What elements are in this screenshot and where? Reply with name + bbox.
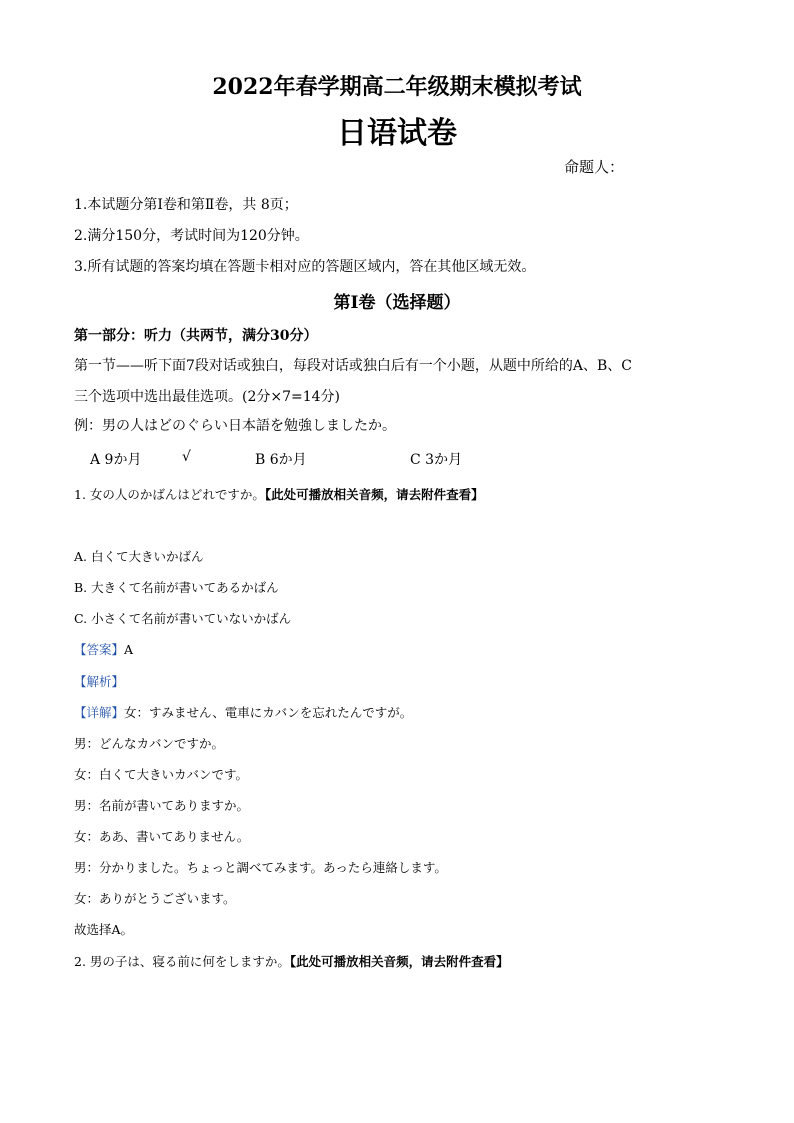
question-1 — [74, 485, 484, 503]
question-1-option-a: A. 白くて大きいかばん — [74, 549, 204, 564]
answer-tag: 【答案】 — [74, 642, 125, 657]
example-question: 例：男の人はどのぐらい日本語を勉強しましたか。 — [74, 418, 396, 434]
detail-row — [74, 703, 412, 721]
question-1-text: 1. 女の人のかばんはどれですか。 — [74, 487, 265, 502]
example-option-b: B 6か月 — [255, 452, 307, 468]
question-2 — [74, 952, 509, 970]
dialogue-line-5: 女：ああ、書いてありません。 — [74, 829, 250, 844]
dialogue-line-6: 男：分かりました。ちょっと調べてみます。あったら連絡します。 — [74, 860, 447, 875]
conclusion: 故选择A。 — [74, 922, 134, 937]
question-2-text: 2. 男の子は、寝る前に何をしますか。 — [74, 954, 290, 969]
dialogue-line-1: 女：すみません、電車にカバンを忘れたんですが。 — [124, 705, 413, 720]
section-description-line1: 第一节——听下面7段对话或独白，每段对话或独白后有一个小题，从题中所给的A、B、C — [74, 358, 633, 374]
detail-tag: 【详解】 — [74, 705, 125, 720]
instruction-2: 2.满分150分，考试时间为120分钟。 — [74, 228, 309, 244]
instruction-1: 1.本试题分第Ⅰ卷和第Ⅱ卷，共 8页； — [74, 197, 298, 213]
example-option-c: C 3か月 — [410, 452, 463, 468]
example-check-mark: √ — [182, 449, 191, 465]
question-1-option-b: B. 大きくて名前が書いてあるかばん — [74, 580, 279, 595]
answer-row — [74, 640, 133, 658]
part-title: 第一部分：听力（共两节，满分30分） — [74, 328, 318, 344]
analysis-row — [74, 672, 124, 690]
section-title: 第Ⅰ卷（选择题） — [333, 293, 461, 313]
example-option-a: A 9か月 — [90, 452, 142, 468]
setter-label: 命题人： — [564, 158, 625, 176]
exam-subtitle: 日语试卷 — [337, 116, 457, 151]
answer-value: A — [124, 642, 134, 657]
dialogue-line-7: 女：ありがとうございます。 — [74, 891, 236, 906]
question-1-option-c: C. 小さくて名前が書いていないかばん — [74, 611, 292, 626]
section-description-line2: 三个选项中选出最佳选项。(2分×7=14分) — [74, 389, 341, 405]
instruction-3: 3.所有试题的答案均填在答题卡相对应的答题区域内，答在其他区域无效。 — [74, 259, 536, 275]
question-2-audio-note[interactable]: 【此处可播放相关音频，请去附件查看】 — [289, 954, 509, 969]
exam-title: 2022年春学期高二年级期末模拟考试 — [212, 74, 582, 100]
dialogue-line-4: 男：名前が書いてありますか。 — [74, 798, 250, 813]
question-1-audio-note[interactable]: 【此处可播放相关音频，请去附件查看】 — [264, 487, 484, 502]
dialogue-line-2: 男：どんなカバンですか。 — [74, 736, 225, 751]
analysis-tag: 【解析】 — [74, 674, 125, 689]
dialogue-line-3: 女：白くて大きいカバンです。 — [74, 767, 249, 782]
